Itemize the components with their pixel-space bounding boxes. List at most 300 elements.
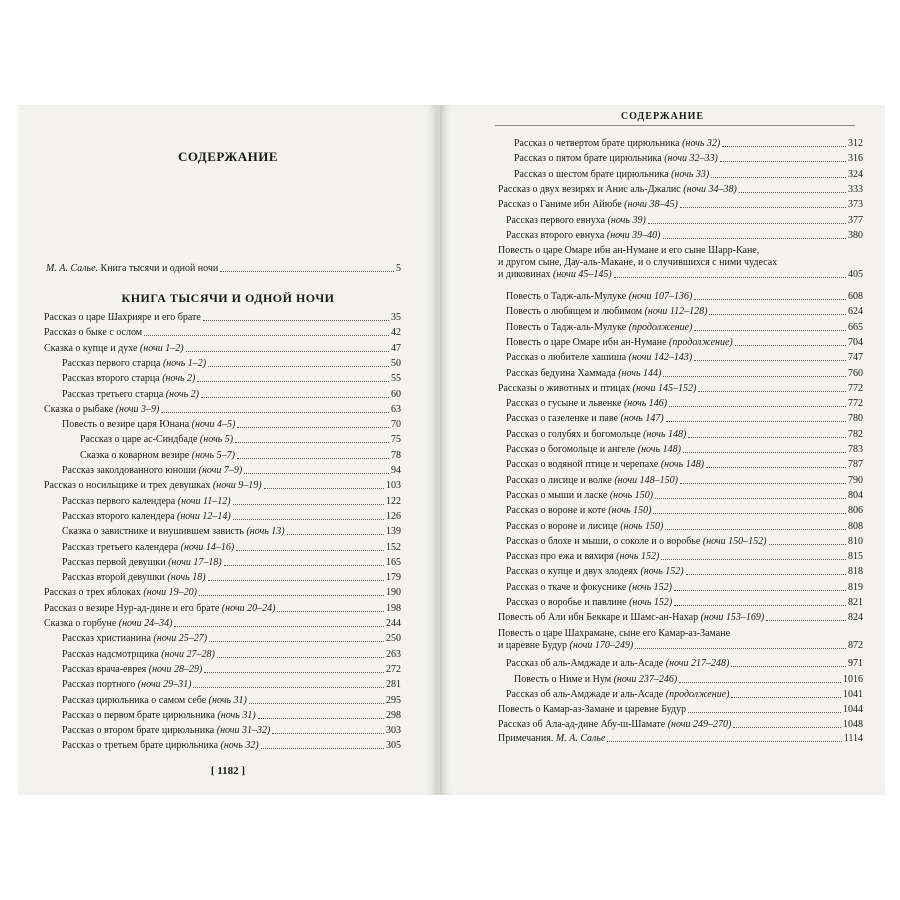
dot-leader <box>769 544 846 545</box>
toc-entry-title: Рассказ о газеленке и паве <box>506 413 621 425</box>
dot-leader <box>244 473 389 474</box>
toc-entry-page: 303 <box>386 725 401 737</box>
toc-entry-title: Рассказ о мыши и ласке <box>506 489 610 501</box>
toc-entry[interactable] <box>44 618 401 630</box>
toc-entry-page: 263 <box>386 648 401 660</box>
toc-entry[interactable] <box>62 740 401 752</box>
toc-entry-nights: (ночи 19–20) <box>143 587 197 599</box>
toc-entry-title: Рассказ о царе Шахрияре и его брате <box>44 312 201 323</box>
toc-entry-nights: (ночи 25–27) <box>153 633 208 645</box>
dot-leader <box>709 314 846 315</box>
toc-entry[interactable] <box>506 521 863 533</box>
toc-entry-page: 152 <box>386 541 401 553</box>
toc-entry-title: Повесть об Али ибн Беккаре и Шамс-ан-Нахар <box>498 612 701 624</box>
dot-leader <box>733 727 841 728</box>
toc-entry-nights: (ночь 31) <box>217 709 256 721</box>
toc-entry[interactable] <box>498 199 863 211</box>
toc-entry-page: 55 <box>391 373 401 385</box>
toc-entry-title: Рассказ о любителе хашиша <box>506 352 629 364</box>
dot-leader <box>686 574 846 575</box>
toc-entry-title: Повесть о царе Омаре ибн ан-Нумане <box>506 336 670 348</box>
toc-entry-page: 281 <box>386 679 401 691</box>
toc-entry-title: Рассказ о ткаче и фокуснике <box>506 581 629 593</box>
toc-entry-nights: (ночи 3–9) <box>115 403 160 415</box>
toc-entry-page: 126 <box>386 510 401 522</box>
toc-entry-nights: (ночь 148) <box>660 459 705 471</box>
toc-entry[interactable] <box>498 245 863 281</box>
toc-entry-title: Рассказ второй девушки <box>62 572 168 584</box>
toc-entry-title: Рассказ об аль-Амджаде и аль-Асаде <box>506 658 666 670</box>
foreword-text: Книга тысячи и одной ночи <box>98 263 219 274</box>
toc-entry-nights: (ночи 112–128) <box>644 306 708 318</box>
toc-entry-title: Повесть о Тадж-аль-Мулуке <box>506 291 629 302</box>
toc-entry-page: 198 <box>386 602 401 614</box>
toc-entry-title: Рассказ о носильщике и трех девушках <box>44 480 213 492</box>
toc-entry[interactable] <box>498 628 863 652</box>
toc-entry-title: Рассказ о трех яблоках <box>44 587 144 599</box>
toc-entry[interactable] <box>498 612 863 624</box>
section-title: КНИГА ТЫСЯЧИ И ОДНОЙ НОЧИ <box>121 291 335 305</box>
toc-entry[interactable] <box>506 475 863 487</box>
toc-entry[interactable] <box>514 169 863 181</box>
toc-entry-page: 377 <box>848 214 863 226</box>
toc-entry-title: Сказка о рыбаке <box>44 403 116 415</box>
toc-entry-line: и другом сыне, Дау-аль-Макане, и о случившихся с ними чудесах <box>498 257 778 269</box>
toc-entry-title: Рассказ цирюльника о самом себе <box>62 694 209 706</box>
toc-entry-page: 78 <box>391 449 401 461</box>
toc-entry[interactable] <box>514 138 863 150</box>
toc-entry-title: Рассказ портного <box>62 679 138 691</box>
toc-entry-title: Сказка о купце и духе <box>44 342 140 354</box>
toc-entry-page: 704 <box>848 336 863 348</box>
toc-entry[interactable] <box>62 465 401 477</box>
toc-entry[interactable] <box>62 695 401 707</box>
dot-leader <box>655 498 846 499</box>
toc-entry-page: 94 <box>391 465 401 476</box>
dot-leader <box>203 320 389 321</box>
toc-entry-title: Рассказ надсмотрщика <box>62 648 162 660</box>
foreword-page: 5 <box>396 263 401 274</box>
toc-entry[interactable] <box>498 719 863 731</box>
toc-entry-title: Рассказ христианина <box>62 633 154 645</box>
toc-entry-title: Рассказ первого календера <box>62 495 178 507</box>
toc-entry-page: 804 <box>848 489 863 501</box>
toc-entry-title: Рассказы о животных и птицах <box>498 382 633 394</box>
toc-entry[interactable] <box>44 312 401 324</box>
dot-leader <box>698 391 846 392</box>
dot-leader <box>249 703 384 704</box>
dot-leader <box>648 223 846 224</box>
dot-leader <box>186 351 389 352</box>
toc-entry-page: 60 <box>391 388 401 400</box>
toc-entry-nights: (ночи 29–31) <box>137 679 192 691</box>
toc-entry-title: Рассказ о Ганиме ибн Айюбе <box>498 199 625 211</box>
notes-author: М. А. Салье <box>555 733 606 744</box>
toc-entry-nights: (ночь 148) <box>643 428 687 440</box>
toc-entry-page: 122 <box>386 495 401 507</box>
toc-entry[interactable] <box>62 542 401 554</box>
toc-entry[interactable] <box>506 398 863 410</box>
toc-entry-nights: (ночь 31) <box>208 694 247 706</box>
toc-entry-title: Сказка о коварном везире <box>80 449 192 461</box>
toc-entry-nights: (ночь 2) <box>165 388 199 400</box>
toc-entry-title: Рассказ первой девушки <box>62 556 169 568</box>
dot-leader <box>174 626 384 627</box>
toc-entry[interactable] <box>506 352 863 364</box>
toc-entry[interactable] <box>44 343 401 355</box>
toc-entry-nights: (ночи 12–14) <box>177 510 231 522</box>
toc-entry-nights: (ночи 153–169) <box>700 612 765 624</box>
toc-entry-page: 821 <box>848 597 863 608</box>
toc-entry-nights: (ночи 145–152) <box>632 382 697 394</box>
toc-entry-nights: (ночь 39) <box>607 214 646 226</box>
toc-entry[interactable] <box>62 572 401 584</box>
dot-leader <box>663 238 847 239</box>
toc-entry-title: Повесть о Камар-аз-Замане и царевне Будур <box>498 704 687 716</box>
dot-leader <box>261 748 384 749</box>
toc-entry-title: Рассказ о шестом брате цирюльника <box>514 168 672 180</box>
toc-entry-nights: (ночи 148–150) <box>614 474 678 486</box>
toc-entry-nights: (продолжение) <box>669 336 733 348</box>
toc-entry-title: Рассказ третьего календера <box>62 541 181 553</box>
toc-entry[interactable] <box>498 383 863 395</box>
toc-entry-page: 380 <box>848 229 863 241</box>
toc-entry[interactable] <box>498 704 863 716</box>
foreword-entry[interactable] <box>46 263 401 275</box>
page-folio: [ 1182 ] <box>210 765 246 777</box>
dot-leader <box>236 550 384 551</box>
toc-entry[interactable] <box>44 327 401 339</box>
toc-entry-page: 139 <box>386 526 401 538</box>
toc-entry-title: Рассказ о богомольце и ангеле <box>506 444 638 455</box>
toc-entry-title: Рассказ о везире Нур-ад-дине и его брате <box>44 602 222 614</box>
toc-entry[interactable] <box>62 389 401 401</box>
toc-entry-page: 665 <box>848 321 863 333</box>
toc-entry-nights: (ночи 14–16) <box>180 541 235 553</box>
toc-entry-title: Повесть о везире царя Юнана <box>62 419 192 431</box>
toc-entry[interactable] <box>506 689 863 701</box>
dot-leader <box>674 605 846 606</box>
toc-entry[interactable] <box>62 373 401 385</box>
toc-entry-nights: (ночь 144) <box>618 367 662 379</box>
toc-entry-page: 272 <box>386 663 401 675</box>
dot-leader <box>766 620 846 621</box>
toc-entry-nights: (ночи 24–34) <box>118 618 173 629</box>
dot-leader <box>217 657 384 658</box>
toc-entry-nights: (ночь 5) <box>199 434 234 446</box>
toc-entry-nights: (ночи 31–32) <box>216 725 271 737</box>
dot-leader <box>722 146 846 147</box>
toc-entry[interactable] <box>506 597 863 609</box>
dot-leader <box>679 682 841 683</box>
toc-entry-page: 70 <box>391 419 401 431</box>
dot-leader <box>731 697 841 698</box>
dot-leader <box>653 513 846 514</box>
left-page <box>18 105 438 795</box>
toc-entry-page: 783 <box>848 444 863 455</box>
toc-entry-page: 324 <box>848 168 863 180</box>
toc-entry-page: 1016 <box>843 673 863 685</box>
toc-entry-page: 75 <box>391 434 401 446</box>
toc-entry-nights: (ночи 20–24) <box>221 602 276 614</box>
dot-leader <box>201 397 389 398</box>
toc-entry-page: 250 <box>386 633 401 645</box>
toc-entry-title: Рассказ первого старца <box>62 357 163 369</box>
toc-entry[interactable] <box>506 322 863 334</box>
toc-entry[interactable] <box>44 404 401 416</box>
toc-entry-nights: (ночи 217–248) <box>665 658 730 670</box>
toc-entry-page: 305 <box>386 740 401 752</box>
toc-entry-title: Рассказ третьего старца <box>62 388 166 400</box>
toc-entry[interactable] <box>44 587 401 599</box>
toc-entry-title: Рассказ о двух везирях и Анис аль-Джалис <box>498 183 684 195</box>
toc-entry-title: Рассказ бедуина Хаммада <box>506 367 619 379</box>
toc-entry-nights: (ночи 32–33) <box>664 153 718 165</box>
dot-leader <box>731 666 846 667</box>
dot-leader <box>694 360 846 361</box>
toc-entry-nights: (ночь 18) <box>167 572 206 584</box>
toc-entry-nights: (ночи 1–2) <box>139 342 184 354</box>
notes-text: Примечания. <box>498 733 556 744</box>
dot-leader <box>683 452 846 453</box>
toc-entry-page: 42 <box>391 327 401 339</box>
toc-entry-nights: (ночи 4–5) <box>191 419 236 431</box>
dot-leader <box>688 437 846 438</box>
toc-entry-page: 1044 <box>843 704 863 716</box>
toc-entry-nights: (ночь 152) <box>629 597 673 608</box>
toc-entry-page: 818 <box>848 566 863 578</box>
dot-leader <box>233 519 384 520</box>
toc-entry-title: и диковинах <box>498 269 554 281</box>
toc-entry-title: и царевне Будур <box>498 639 570 651</box>
notes-entry[interactable] <box>498 733 863 745</box>
dot-leader <box>720 161 846 162</box>
running-head: СОДЕРЖАНИЕ <box>620 111 705 122</box>
dot-leader <box>711 177 846 178</box>
foreword-author: М. А. Салье. <box>46 263 99 274</box>
dot-leader <box>680 207 846 208</box>
toc-entry-page: 1041 <box>843 688 863 700</box>
toc-entry[interactable] <box>514 674 863 686</box>
toc-entry-page: 760 <box>848 367 863 379</box>
toc-entry-page: 819 <box>848 581 863 593</box>
toc-entry-nights: (ночи 45–145) <box>553 269 612 281</box>
dot-leader <box>669 406 846 407</box>
dot-leader <box>272 733 384 734</box>
toc-entry[interactable] <box>62 725 401 737</box>
toc-entry-nights: (ночь 32) <box>682 138 721 149</box>
toc-entry-page: 608 <box>848 291 863 302</box>
dot-leader <box>661 559 846 560</box>
toc-entry[interactable] <box>80 450 401 462</box>
toc-entry-nights: (ночи 237–246) <box>613 673 678 685</box>
dot-leader <box>197 381 389 382</box>
toc-entry-page: 971 <box>848 658 863 670</box>
toc-entry-nights: (ночи 9–19) <box>212 480 262 492</box>
dot-leader <box>208 366 389 367</box>
toc-entry-page: 179 <box>386 572 401 584</box>
toc-entry[interactable] <box>506 337 863 349</box>
toc-entry-title: Рассказ о голубях и богомольце <box>506 428 644 440</box>
dot-leader <box>739 192 846 193</box>
toc-entry[interactable] <box>506 444 863 456</box>
toc-entry-page: 780 <box>848 413 863 425</box>
toc-entry-page: 808 <box>848 520 863 532</box>
toc-entry-title: Рассказ о воробье и павлине <box>506 597 630 608</box>
toc-entry-line: Повесть о царе Шахрамане, сыне его Камар-аз-Замане <box>498 627 731 639</box>
toc-entry-nights: (ночи 39–40) <box>606 229 661 241</box>
toc-entry-title: Сказка о горбуне <box>44 618 119 629</box>
toc-entry-nights: (продолжение) <box>665 688 730 700</box>
toc-entry-title: Рассказ о водяной птице и черепахе <box>506 459 661 471</box>
toc-entry[interactable] <box>44 480 401 492</box>
toc-entry-page: 782 <box>848 428 863 440</box>
dot-leader <box>235 442 389 443</box>
toc-entry-page: 312 <box>848 138 863 149</box>
toc-entry-page: 103 <box>386 480 401 492</box>
toc-entry-nights: (ночь 147) <box>620 413 664 425</box>
toc-entry-nights: (ночи 27–28) <box>161 648 215 660</box>
toc-entry-title: Сказка о завистнике и внушившем зависть <box>62 526 247 538</box>
toc-entry-title: Рассказ о первом брате цирюльника <box>62 709 218 721</box>
toc-entry-page: 747 <box>848 352 863 364</box>
toc-entry[interactable] <box>506 551 863 563</box>
toc-entry-title: Рассказ о вороне и лисице <box>506 520 621 532</box>
dot-leader <box>144 335 389 336</box>
toc-entry-page: 165 <box>386 556 401 568</box>
dot-leader <box>193 687 384 688</box>
toc-entry[interactable] <box>506 536 863 548</box>
dot-leader <box>666 421 846 422</box>
toc-entry-title: Рассказ о царе ас-Синдбаде <box>80 434 200 446</box>
toc-entry-nights: (ночь 152) <box>628 581 672 593</box>
toc-entry[interactable] <box>62 511 401 523</box>
dot-leader <box>614 277 846 278</box>
toc-entry-title: Рассказ первого евнуха <box>506 214 608 226</box>
dot-leader <box>161 412 389 413</box>
toc-entry-title: Рассказ о гусыне и львенке <box>506 398 624 410</box>
toc-entry-nights: (ночи 142–143) <box>628 352 693 364</box>
toc-entry-nights: (ночи 28–29) <box>148 663 203 675</box>
toc-entry-title: Рассказ о втором брате цирюльника <box>62 725 217 737</box>
toc-entry-nights: (ночь 2) <box>162 373 196 385</box>
toc-entry[interactable] <box>506 429 863 441</box>
toc-entry-page: 790 <box>848 474 863 486</box>
dot-leader <box>208 580 384 581</box>
dot-leader <box>635 648 846 649</box>
toc-entry-title: Рассказ о четвертом брате цирюльника <box>514 138 683 149</box>
toc-entry[interactable] <box>506 368 863 380</box>
toc-entry-title: Рассказ о быке с ослом <box>44 327 143 339</box>
toc-entry[interactable] <box>506 658 863 670</box>
dot-leader <box>694 330 846 331</box>
toc-entry-nights: (ночи 170–249) <box>569 639 634 651</box>
toc-entry-nights: (ночь 32) <box>220 740 259 752</box>
toc-entry-title: Рассказ об аль-Амджаде и аль-Асаде <box>506 688 666 700</box>
toc-entry-page: 624 <box>848 306 863 318</box>
toc-entry-page: 772 <box>848 398 863 410</box>
toc-entry[interactable] <box>62 664 401 676</box>
toc-entry-title: Рассказ о пятом брате цирюльника <box>514 153 665 165</box>
toc-entry[interactable] <box>506 413 863 425</box>
toc-entry-title: Рассказ о лисице и волке <box>506 474 615 486</box>
toc-entry-page: 190 <box>386 587 401 599</box>
toc-entry[interactable] <box>506 215 863 227</box>
toc-entry-page: 244 <box>386 618 401 629</box>
toc-entry-title: Рассказ заколдованного юноши <box>62 465 199 476</box>
toc-entry-nights: (ночь 13) <box>246 526 285 538</box>
toc-entry-page: 787 <box>848 459 863 471</box>
toc-entry-line: Повесть о царе Омаре ибн ан-Нумане и его сыне Шарр-Кане, <box>498 245 760 257</box>
toc-entry[interactable] <box>80 434 401 446</box>
toc-entry[interactable] <box>62 633 401 645</box>
toc-entry-nights: (ночь 150) <box>620 520 664 532</box>
dot-leader <box>204 672 384 673</box>
toc-entry-page: 63 <box>391 403 401 415</box>
toc-entry[interactable] <box>62 419 401 431</box>
toc-entry-nights: (ночь 148) <box>637 444 681 455</box>
toc-entry[interactable] <box>44 603 401 615</box>
toc-entry[interactable] <box>514 153 863 165</box>
contents-title: СОДЕРЖАНИЕ <box>177 149 279 164</box>
toc-entry[interactable] <box>62 526 401 538</box>
dot-leader <box>674 590 846 591</box>
dot-leader <box>680 483 846 484</box>
toc-entry[interactable] <box>62 679 401 691</box>
toc-entry[interactable] <box>506 291 863 303</box>
toc-entry-page: 872 <box>848 639 863 651</box>
dot-leader <box>199 595 384 596</box>
toc-entry-title: Рассказ второго календера <box>62 510 178 522</box>
dot-leader <box>706 467 846 468</box>
toc-entry[interactable] <box>62 358 401 370</box>
toc-entry-title: Повесть о любящем и любимом <box>506 306 645 318</box>
toc-entry-page: 295 <box>386 694 401 706</box>
toc-entry-title: Рассказ об Ала-ад-дине Абу-ш-Шамате <box>498 719 668 731</box>
toc-entry[interactable] <box>506 490 863 502</box>
toc-entry-nights: (ночи 150–152) <box>702 535 767 547</box>
toc-entry[interactable] <box>506 582 863 594</box>
dot-leader <box>237 427 389 428</box>
toc-entry-page: 298 <box>386 709 401 721</box>
toc-entry[interactable] <box>498 184 863 196</box>
toc-entry-page: 772 <box>848 382 863 394</box>
toc-entry-title: Рассказ второго старца <box>62 373 163 385</box>
toc-entry[interactable] <box>62 496 401 508</box>
toc-entry-page: 405 <box>848 269 863 281</box>
dot-leader <box>277 611 384 612</box>
toc-entry[interactable] <box>62 710 401 722</box>
toc-entry-page: 815 <box>848 551 863 563</box>
toc-entry[interactable] <box>506 505 863 517</box>
toc-entry-title: Рассказ о блохе и мыши, о соколе и о воробье <box>506 535 703 547</box>
toc-entry-nights: (ночи 34–38) <box>683 183 737 195</box>
toc-entry[interactable] <box>506 306 863 318</box>
toc-entry[interactable] <box>62 557 401 569</box>
dot-leader <box>735 345 846 346</box>
toc-entry-page: 35 <box>391 312 401 323</box>
toc-entry-page: 824 <box>848 612 863 624</box>
toc-entry-nights: (ночи 107–136) <box>628 291 693 302</box>
toc-entry-page: 50 <box>391 357 401 369</box>
toc-entry-nights: (продолжение) <box>628 321 693 333</box>
toc-entry[interactable] <box>506 566 863 578</box>
toc-entry[interactable] <box>506 230 863 242</box>
toc-entry-page: 333 <box>848 183 863 195</box>
toc-entry[interactable] <box>62 649 401 661</box>
dot-leader <box>694 299 846 300</box>
toc-entry[interactable] <box>506 459 863 471</box>
